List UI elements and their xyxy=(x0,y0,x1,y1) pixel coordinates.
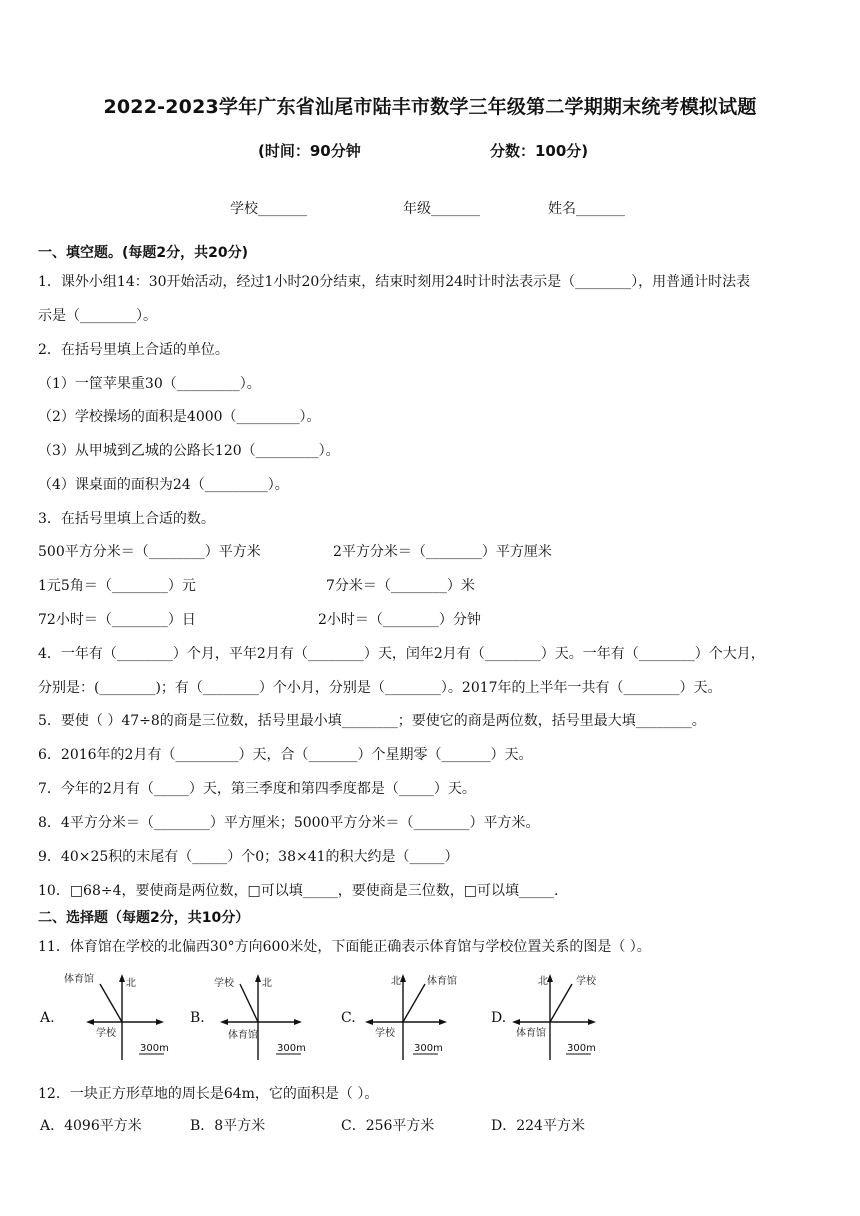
question-line: （2）学校操场的面积是4000（_________）。 xyxy=(38,409,321,425)
north-label: 北 xyxy=(262,978,272,989)
question-line: 2．在括号里填上合适的单位。 xyxy=(38,342,229,358)
question-line: 1．课外小组14：30开始活动，经过1小时20分结束，结束时刻用24时计时法表示是（________），用普通计时法表 xyxy=(38,274,751,290)
question-line: 9．40×25积的末尾有（_____）个0；38×41的积大约是（_____） xyxy=(38,849,459,865)
exam-score: 分数：100分) xyxy=(490,142,589,160)
option-letter[interactable]: C. xyxy=(341,1010,356,1026)
conversion-item: 1元5角＝（________）元 xyxy=(38,578,196,594)
section2-heading: 二、选择题（每题2分，共10分） xyxy=(38,910,250,926)
section1-heading: 一、填空题。(每题2分，共20分) xyxy=(38,245,249,261)
question-line: 8．4平方分米＝（________）平方厘米；5000平方分米＝（________）平方米。 xyxy=(38,815,540,831)
question-line: 10．□68÷4，要使商是两位数，□可以填_____，要使商是三位数，□可以填_____. xyxy=(38,883,559,899)
option-c[interactable]: C．256平方米 xyxy=(341,1118,435,1134)
scale-label: 300m xyxy=(140,1043,169,1054)
school-field: 学校_______ xyxy=(230,201,307,217)
conversion-item: 500平方分米＝（________）平方米 xyxy=(38,544,261,560)
option-d[interactable]: D．224平方米 xyxy=(491,1118,585,1134)
direction-diagram-c[interactable] xyxy=(365,970,470,1062)
school-label: 学校 xyxy=(96,1028,116,1039)
scale-label: 300m xyxy=(567,1043,596,1054)
gym-label: 体育馆 xyxy=(64,974,94,985)
question-line: 3．在括号里填上合适的数。 xyxy=(38,511,215,527)
exam-time: (时间：90分钟 xyxy=(258,142,361,160)
gym-label: 体育馆 xyxy=(427,976,457,987)
north-label: 北 xyxy=(391,976,401,987)
school-label: 学校 xyxy=(214,978,234,989)
question-line: 11．体育馆在学校的北偏西30°方向600米处，下面能正确表示体育馆与学校位置关系的图是（ ）。 xyxy=(38,939,651,955)
scale-label: 300m xyxy=(414,1043,443,1054)
north-label: 北 xyxy=(538,976,548,987)
conversion-item: 7分米＝（________）米 xyxy=(326,578,475,594)
question-line: （4）课桌面的面积为24（_________）。 xyxy=(38,477,289,493)
scale-label: 300m xyxy=(277,1043,306,1054)
option-letter[interactable]: D. xyxy=(491,1010,507,1026)
question-line: 5．要使（ ）47÷8的商是三位数，括号里最小填________；要使它的商是两位数，括号里最大填________。 xyxy=(38,713,706,729)
exam-title: 2022-2023学年广东省汕尾市陆丰市数学三年级第二学期期末统考模拟试题 xyxy=(103,96,757,118)
school-label: 学校 xyxy=(375,1028,395,1039)
north-label: 北 xyxy=(126,978,136,989)
question-line: 分别是：(________)；有（________）个小月，分别是（________）。2017年的上半年一共有（________）天。 xyxy=(38,680,722,696)
grade-field: 年级_______ xyxy=(403,201,480,217)
option-letter[interactable]: A. xyxy=(40,1010,55,1026)
question-line: 示是（________）。 xyxy=(38,308,157,324)
conversion-item: 72小时＝（________）日 xyxy=(38,612,196,628)
option-b[interactable]: B．8平方米 xyxy=(190,1118,266,1134)
question-line: 6．2016年的2月有（_________）天，合（_______）个星期零（_______）天。 xyxy=(38,747,533,763)
question-line: （1）一筐苹果重30（_________）。 xyxy=(38,376,261,392)
gym-label: 体育馆 xyxy=(516,1028,546,1039)
direction-diagram-b[interactable] xyxy=(210,970,315,1062)
direction-diagram-a[interactable] xyxy=(62,970,167,1062)
direction-diagram-d[interactable] xyxy=(512,970,617,1062)
option-letter[interactable]: B. xyxy=(190,1010,205,1026)
question-line: （3）从甲城到乙城的公路长120（_________）。 xyxy=(38,443,340,459)
question-line: 12．一块正方形草地的周长是64m，它的面积是（ ）。 xyxy=(38,1086,379,1102)
option-a[interactable]: A．4096平方米 xyxy=(40,1118,142,1134)
gym-label: 体育馆 xyxy=(228,1030,258,1041)
conversion-item: 2小时＝（________）分钟 xyxy=(318,612,481,628)
name-field: 姓名_______ xyxy=(548,201,625,217)
conversion-item: 2平方分米＝（________）平方厘米 xyxy=(333,544,552,560)
school-label: 学校 xyxy=(576,976,596,987)
question-line: 4．一年有（________）个月，平年2月有（________）天，闰年2月有（________）天。一年有（________）个大月， xyxy=(38,646,765,662)
question-line: 7．今年的2月有（_____）天，第三季度和第四季度都是（_____）天。 xyxy=(38,781,476,797)
